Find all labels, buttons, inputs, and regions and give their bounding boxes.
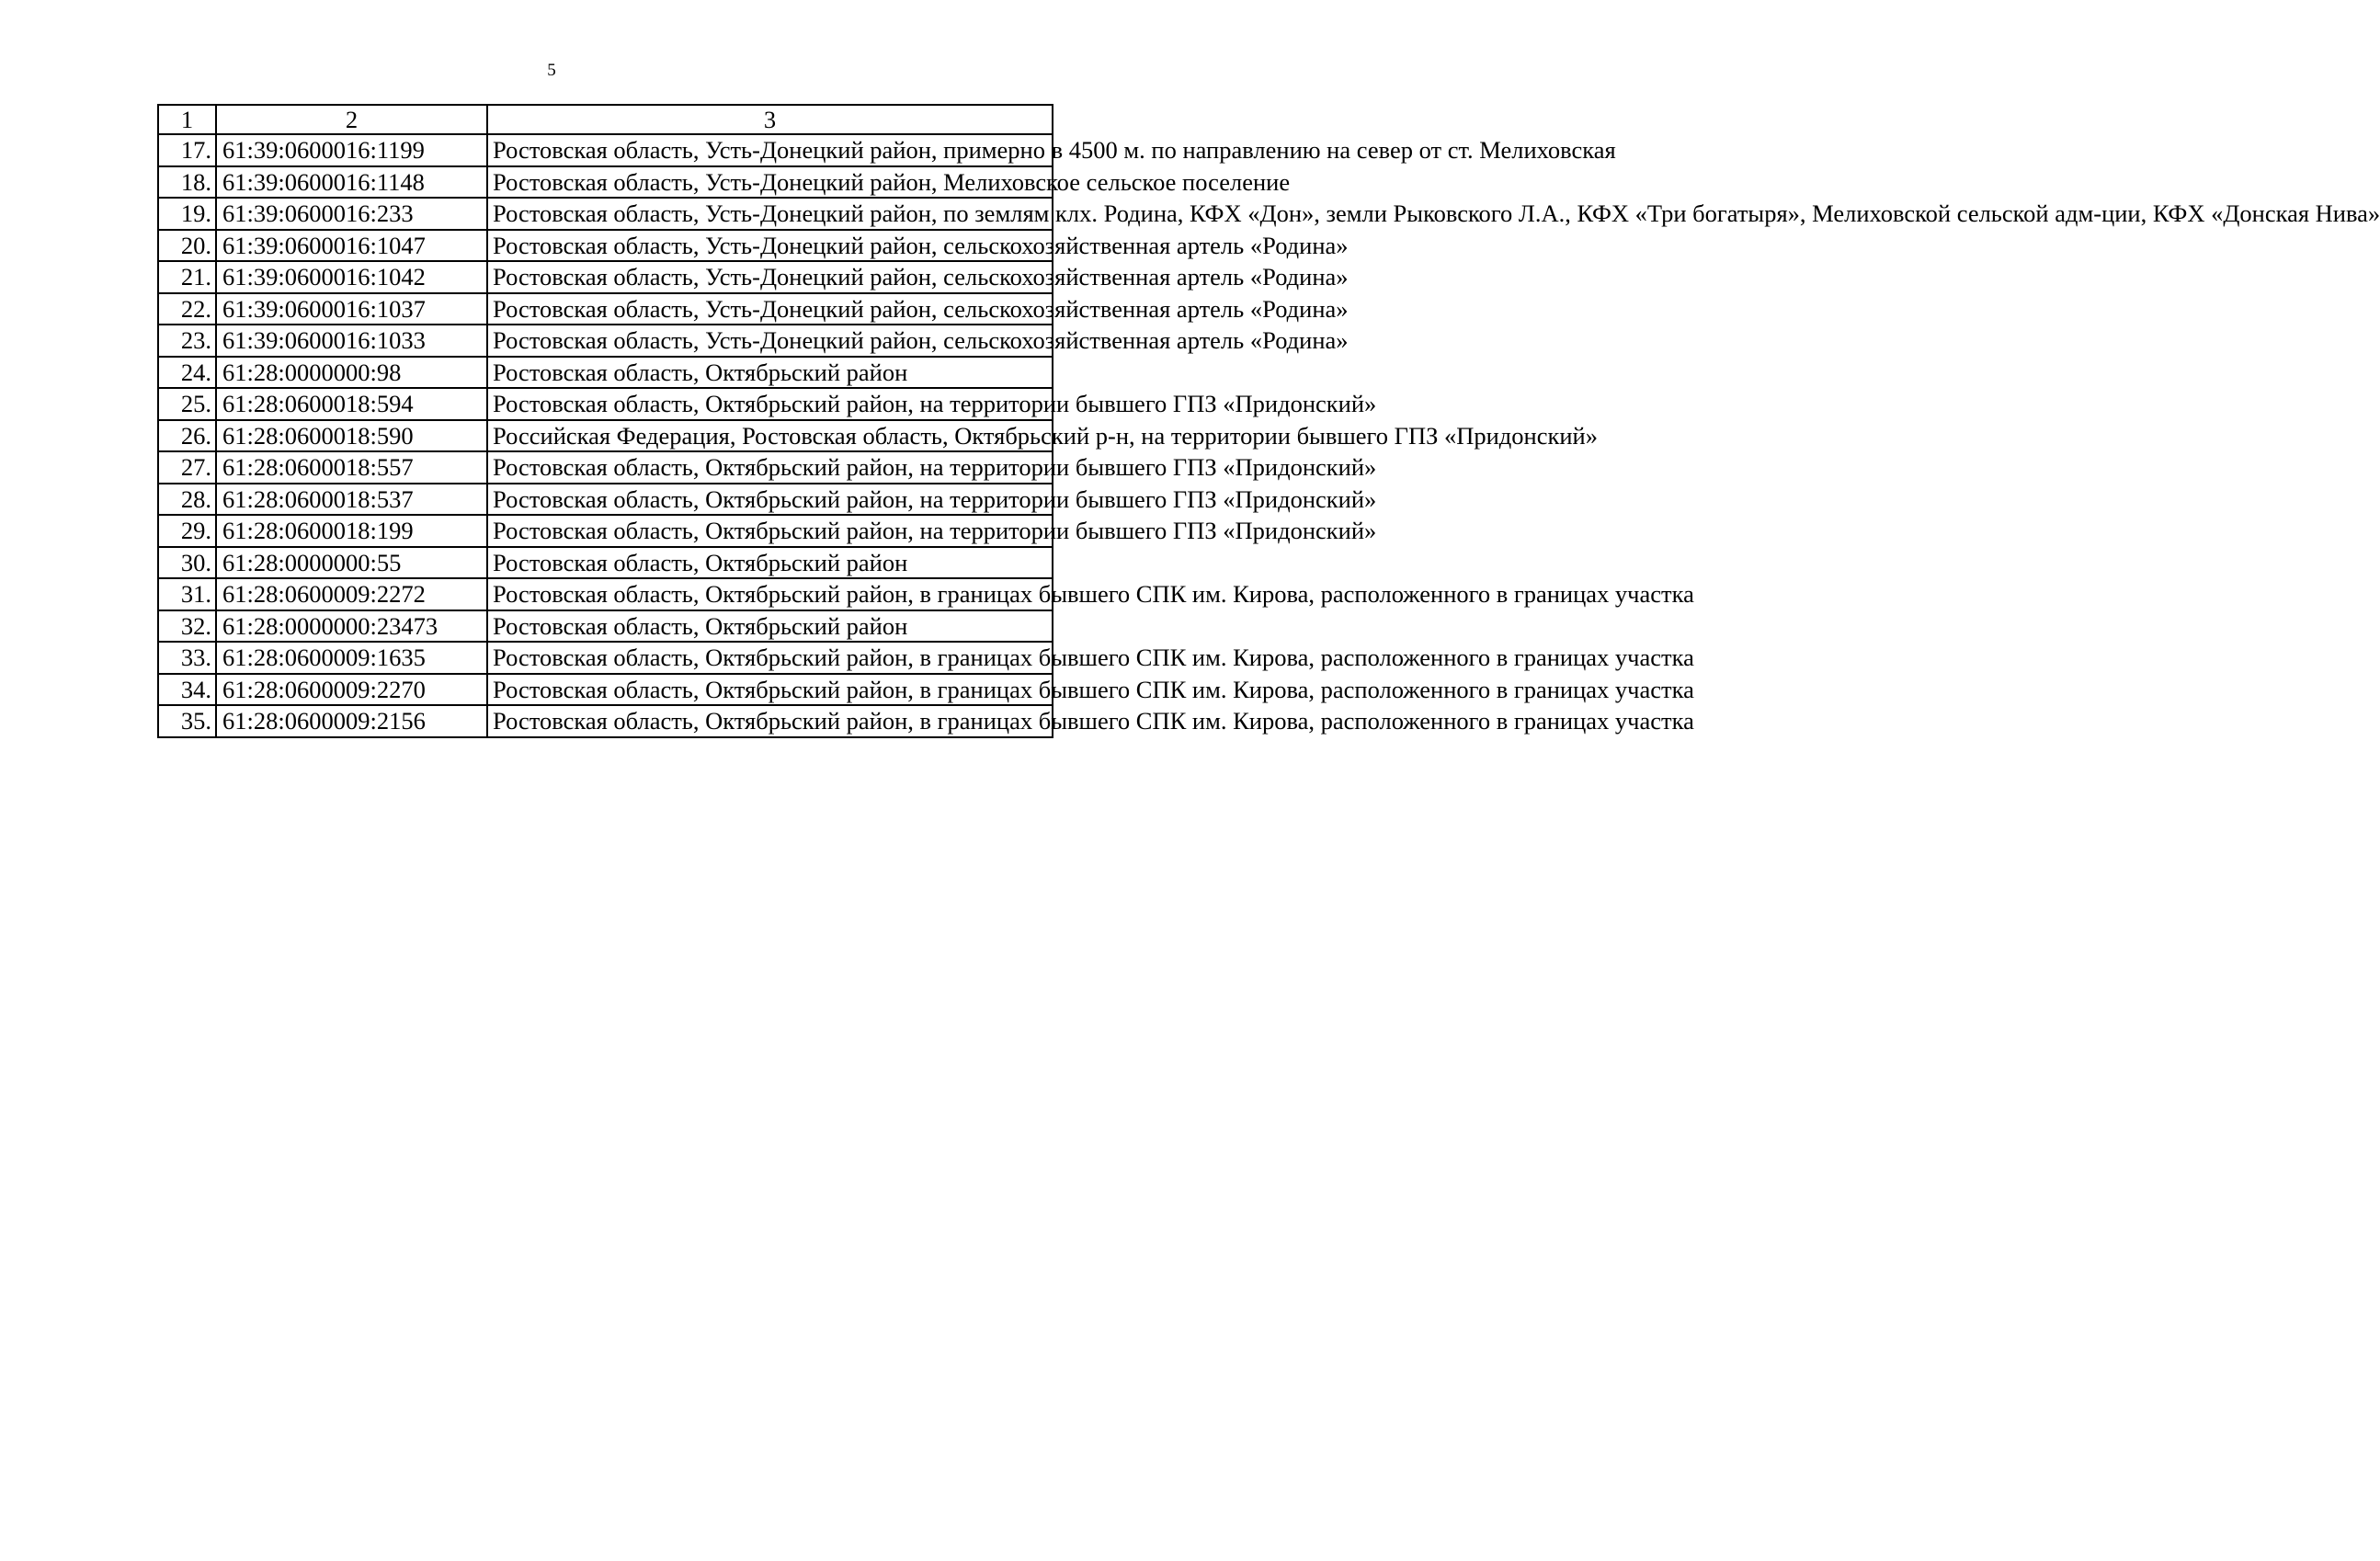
plot-address: Ростовская область, Октябрьский район, в границах бывшего СПК им. Кирова, расположенного в границах участка [487,578,1053,610]
table-row [158,166,1053,199]
cadastral-number: 61:28:0600018:199 [216,515,487,547]
plot-address: Ростовская область, Октябрьский район [487,357,1053,389]
table-row [158,388,1053,420]
plot-address: Ростовская область, Усть-Донецкий район, сельскохозяйственная артель «Родина» [487,293,1053,325]
cadastral-number: 61:28:0600018:590 [216,420,487,452]
row-number: 21. [158,261,216,293]
cadastral-number: 61:39:0600016:233 [216,198,487,230]
plot-address: Ростовская область, Усть-Донецкий район, сельскохозяйственная артель «Родина» [487,230,1053,262]
row-number: 26. [158,420,216,452]
table-row [158,705,1053,737]
cadastral-number: 61:39:0600016:1033 [216,325,487,357]
plot-address: Ростовская область, Октябрьский район, на территории бывшего ГПЗ «Придонский» [487,451,1053,484]
plot-address: Ростовская область, Октябрьский район, на территории бывшего ГПЗ «Придонский» [487,484,1053,516]
table-row [158,674,1053,706]
table-row [158,515,1053,547]
plot-address: Ростовская область, Октябрьский район, в границах бывшего СПК им. Кирова, расположенного в границах участка [487,674,1053,706]
row-number: 34. [158,674,216,706]
plot-address: Ростовская область, Усть-Донецкий район, по землям клх. Родина, КФХ «Дон», земли Рыковского Л.А., КФХ «Три богатыря», Мелиховской сельской адм-ции, КФХ «Донская Нива» [487,198,1053,230]
cadastral-number: 61:28:0600009:2270 [216,674,487,706]
cadastral-number: 61:28:0000000:23473 [216,610,487,643]
page-number: 5 [547,61,556,80]
row-number: 24. [158,357,216,389]
table-row [158,547,1053,579]
row-number: 22. [158,293,216,325]
table-row [158,610,1053,643]
table-row [158,325,1053,357]
cadastral-number: 61:39:0600016:1047 [216,230,487,262]
row-number: 23. [158,325,216,357]
table-row [158,230,1053,262]
table-row [158,484,1053,516]
row-number: 28. [158,484,216,516]
cadastral-number: 61:39:0600016:1148 [216,166,487,199]
row-number: 17. [158,134,216,166]
table-row [158,261,1053,293]
column-header-2: 2 [216,105,487,134]
plot-address: Ростовская область, Усть-Донецкий район, Мелиховское сельское поселение [487,166,1053,199]
cadastral-number: 61:28:0600009:2272 [216,578,487,610]
row-number: 20. [158,230,216,262]
row-number: 30. [158,547,216,579]
plot-address: Ростовская область, Октябрьский район [487,547,1053,579]
cadastral-number: 61:28:0600018:537 [216,484,487,516]
table-row [158,357,1053,389]
plot-address: Ростовская область, Усть-Донецкий район, сельскохозяйственная артель «Родина» [487,325,1053,357]
plot-address: Ростовская область, Усть-Донецкий район, примерно в 4500 м. по направлению на север от ст. Мелиховская [487,134,1053,166]
table-row [158,420,1053,452]
row-number: 31. [158,578,216,610]
table-row [158,293,1053,325]
row-number: 35. [158,705,216,737]
plot-address: Ростовская область, Октябрьский район, в границах бывшего СПК им. Кирова, расположенного в границах участка [487,705,1053,737]
plot-address: Ростовская область, Усть-Донецкий район, сельскохозяйственная артель «Родина» [487,261,1053,293]
column-header-3: 3 [487,105,1053,134]
cadastral-number: 61:28:0600018:557 [216,451,487,484]
row-number: 27. [158,451,216,484]
cadastral-number: 61:28:0600009:2156 [216,705,487,737]
cadastral-number: 61:28:0600018:594 [216,388,487,420]
cadastral-number: 61:28:0000000:55 [216,547,487,579]
row-number: 32. [158,610,216,643]
table-header-row [158,105,1053,134]
cadastral-number: 61:39:0600016:1037 [216,293,487,325]
column-header-1: 1 [158,105,216,134]
cadastral-number: 61:39:0600016:1199 [216,134,487,166]
table-row [158,578,1053,610]
row-number: 33. [158,642,216,674]
row-number: 25. [158,388,216,420]
row-number: 29. [158,515,216,547]
table-row [158,198,1053,230]
table-row [158,642,1053,674]
plot-address: Ростовская область, Октябрьский район, на территории бывшего ГПЗ «Придонский» [487,515,1053,547]
plot-address: Российская Федерация, Ростовская область, Октябрьский р-н, на территории бывшего ГПЗ «Придонский» [487,420,1053,452]
land-plots-table [157,104,2380,738]
plot-address: Ростовская область, Октябрьский район, в границах бывшего СПК им. Кирова, расположенного в границах участка [487,642,1053,674]
table-row [158,451,1053,484]
plot-address: Ростовская область, Октябрьский район, на территории бывшего ГПЗ «Придонский» [487,388,1053,420]
table-row [158,134,1053,166]
plot-address: Ростовская область, Октябрьский район [487,610,1053,643]
cadastral-number: 61:28:0600009:1635 [216,642,487,674]
row-number: 19. [158,198,216,230]
row-number: 18. [158,166,216,199]
cadastral-number: 61:28:0000000:98 [216,357,487,389]
cadastral-number: 61:39:0600016:1042 [216,261,487,293]
